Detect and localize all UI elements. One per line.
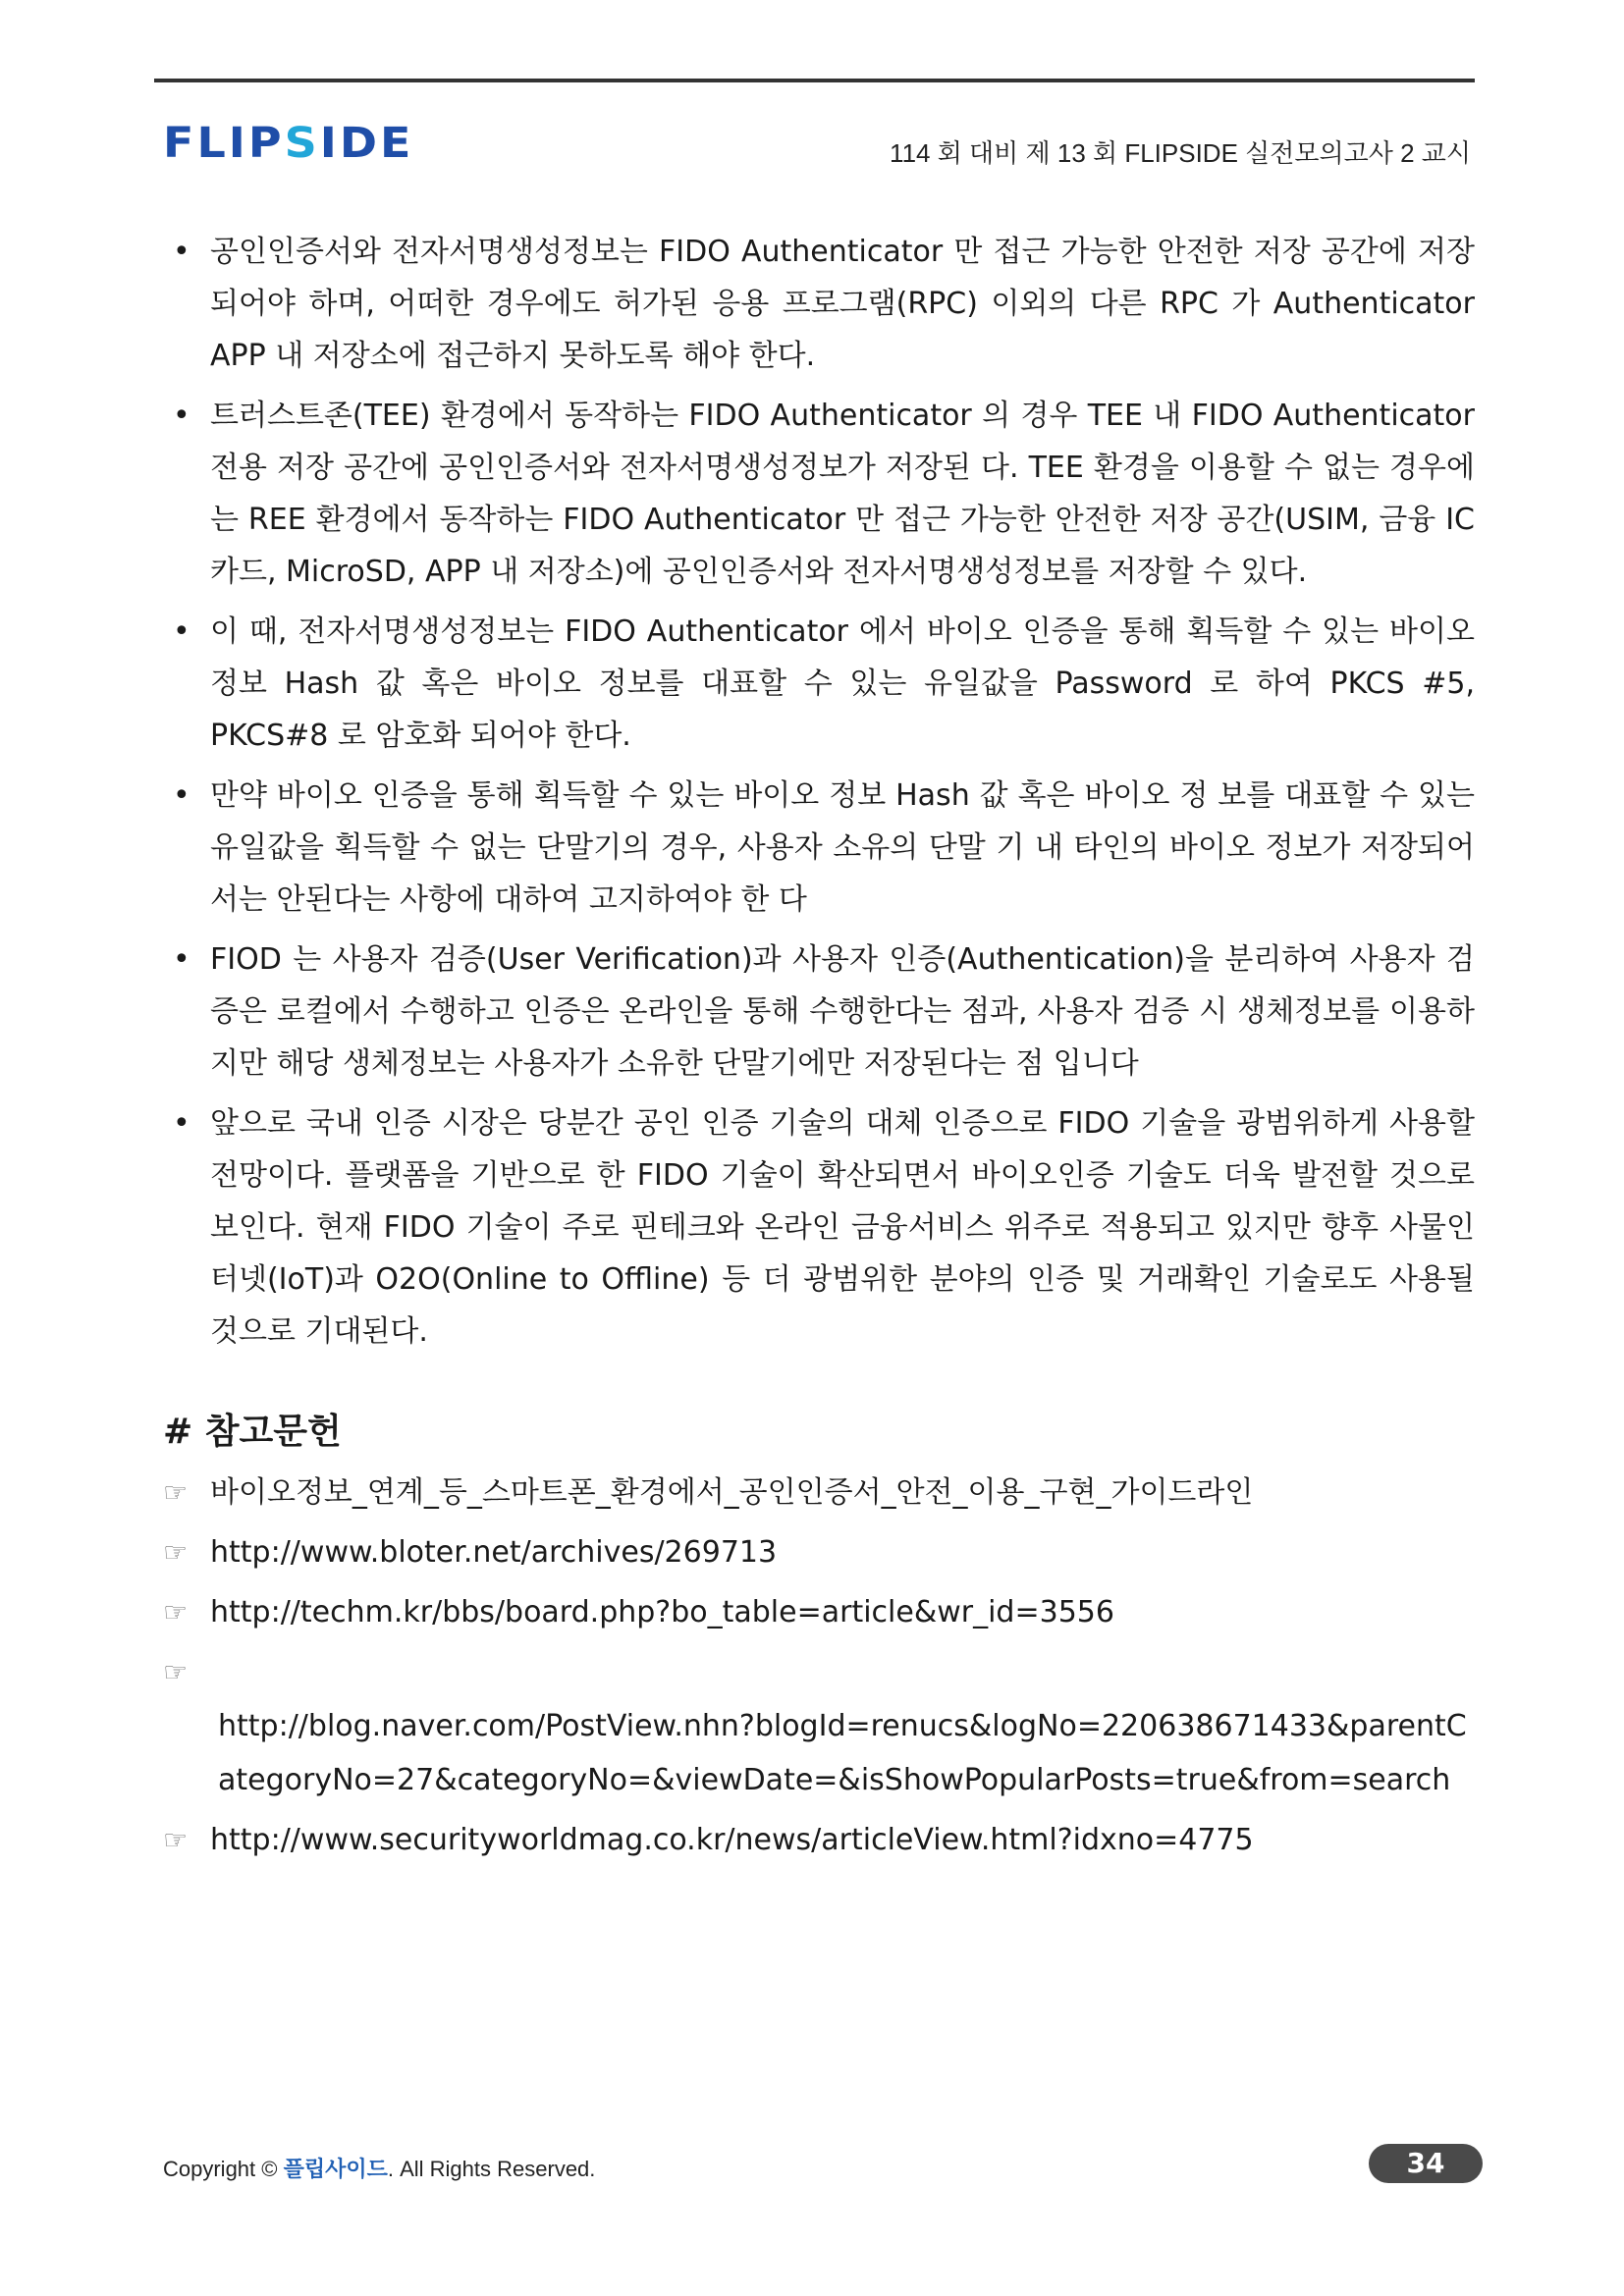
pointing-hand-icon: ☞: [163, 1596, 189, 1629]
bullet-dot: •: [173, 1106, 190, 1141]
pointing-hand-icon: ☞: [163, 1656, 189, 1688]
flipside-logo: [163, 118, 414, 167]
reference-link[interactable]: ☞ http://blog.naver.com/PostView.nhn?blogId=renucs&logNo=220638671433&parentCategoryNo=27&categoryNo=&viewDate=&isShowPopularPosts=true&from=search: [163, 1645, 1475, 1807]
logo-letter: F: [163, 118, 197, 167]
reference-link[interactable]: ☞ http://techm.kr/bbs/board.php?bo_table=article&wr_id=3556: [163, 1585, 1475, 1639]
footer-copyright: Copyright © 플립사이드. All Rights Reserved.: [163, 2157, 596, 2181]
logo-letter: L: [196, 118, 229, 167]
bullet-item: • 이 때, 전자서명생성정보는 FIDO Authenticator 에서 바이오 인증을 통해 획득할 수 있는 바이오 정보 Hash 값 혹은 바이오 정보를 대표할 수 있는 유일값을 Password 로 하여 PKCS #5, PKCS#8 로 암호화 되어야 한다.: [163, 606, 1475, 762]
page-content: [163, 226, 1475, 1867]
bullet-list: [163, 226, 1475, 1358]
bullet-dot: •: [173, 942, 190, 977]
bullet-item: • 공인인증서와 전자서명생성정보는 FIDO Authenticator 만 접근 가능한 안전한 저장 공간에 저장되어야 하며, 어떠한 경우에도 허가된 응용 프로그램(RPC) 이외의 다른 RPC 가 Authenticator APP 내 저장소에 접근하지 못하도록 해야 한다.: [163, 226, 1475, 382]
bullet-item: • 만약 바이오 인증을 통해 획득할 수 있는 바이오 정보 Hash 값 혹은 바이오 정 보를 대표할 수 있는 유일값을 획득할 수 없는 단말기의 경우, 사용자 소유의 단말 기 내 타인의 바이오 정보가 저장되어서는 안된다는 사항에 대하여 고지하여야 한 다: [163, 770, 1475, 926]
reference-link[interactable]: ☞ http://www.securityworldmag.co.kr/news/articleView.html?idxno=4775: [163, 1813, 1475, 1867]
bullet-item: • FIOD 는 사용자 검증(User Verification)과 사용자 인증(Authentication)을 분리하여 사용자 검증은 로컬에서 수행하고 인증은 온라인을 통해 수행한다는 점과, 사용자 검증 시 생체정보를 이용하지만 해당 생체정보는 사용자가 소유한 단말기에만 저장된다는 점 입니다: [163, 934, 1475, 1090]
bullet-dot: •: [173, 614, 190, 649]
header-title: 114 회 대비 제 13 회 FLIPSIDE 실전모의고사 2 교시: [890, 138, 1471, 168]
logo-letter: I: [228, 118, 248, 167]
reference-link[interactable]: ☞ http://www.bloter.net/archives/269713: [163, 1525, 1475, 1579]
reference-item: ☞ 바이오정보_연계_등_스마트폰_환경에서_공인인증서_안전_이용_구현_가이드라인: [163, 1466, 1475, 1520]
logo-letter: I: [319, 118, 340, 167]
pointing-hand-icon: ☞: [163, 1476, 189, 1509]
pointing-hand-icon: ☞: [163, 1536, 189, 1569]
pointing-hand-icon: ☞: [163, 1824, 189, 1856]
logo-letter: S: [284, 118, 320, 167]
footer-brand: 플립사이드: [283, 2157, 388, 2181]
bullet-dot: •: [173, 399, 190, 433]
logo-letter: P: [247, 118, 285, 167]
page-number-badge: 34: [1369, 2144, 1483, 2183]
bullet-dot: •: [173, 235, 190, 269]
references-heading: # 참고문헌: [163, 1412, 342, 1452]
logo-letter: D: [339, 118, 381, 167]
bullet-item: • 앞으로 국내 인증 시장은 당분간 공인 인증 기술의 대체 인증으로 FIDO 기술을 광범위하게 사용할 전망이다. 플랫폼을 기반으로 한 FIDO 기술이 확산되면서 바이오인증 기술도 더욱 발전할 것으로 보인다. 현재 FIDO 기술이 주로 핀테크와 온라인 금융서비스 위주로 적용되고 있지만 향후 사물인터넷(IoT)과 O2O(Online to Offline) 등 더 광범위한 분야의 인증 및 거래확인 기술로도 사용될 것으로 기대된다.: [163, 1097, 1475, 1358]
logo-letter: E: [380, 118, 414, 167]
bullet-dot: •: [173, 778, 190, 813]
header-rule: [154, 79, 1475, 82]
bullet-item: • 트러스트존(TEE) 환경에서 동작하는 FIDO Authenticator 의 경우 TEE 내 FIDO Authenticator 전용 저장 공간에 공인인증서와 전자서명생성정보가 저장된 다. TEE 환경을 이용할 수 없는 경우에는 REE 환경에서 동작하는 FIDO Authenticator 만 접근 가능한 안전한 저장 공간(USIM, 금융 IC 카드, MicroSD, APP 내 저장소)에 공인인증서와 전자서명생성정보를 저장할 수 있다.: [163, 390, 1475, 598]
